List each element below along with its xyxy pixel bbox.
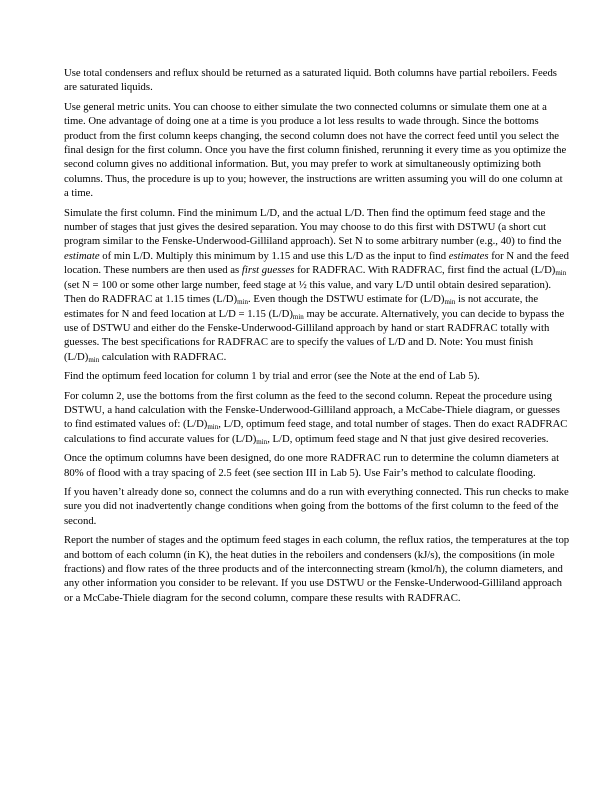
emphasis-estimates: estimates [448, 249, 489, 262]
subscript-min: min [444, 298, 456, 307]
text-run: Simulate the first column. Find the minimum L/D, and the actual L/D. Then find the optimum feed stage and the number of stages that just gives the desired separation. You may choose to do this first with DSTWU (a short cut program similar to the Fenske-Underwood-Gilliland approach). Set N to some arbitrary number (e.g., 40) to find the [64, 206, 562, 248]
paragraph-units-and-procedure: Use general metric units. You can choose to either simulate the two connected columns or simulate them one at a time. One advantage of doing one at a time is you produce a lot less results to wade through. Since the bottoms product from the first column keeps changing, the second column does not have the correct feed until you select the final design for the first column. Once you have the first column finished, rerunning it every time as you optimize the second column gives no additional information. But, you may prefer to work at simultaneously optimizing both columns. Thus, the procedure is up to you; however, the instructions are written assuming you will do one column at a time. [64, 100, 567, 200]
text-run: calculation with RADFRAC. [99, 350, 227, 363]
emphasis-first-guesses: first guesses [241, 264, 295, 277]
paragraph-feed-location: Find the optimum feed location for column 1 by trial and error (see the Note at the end of Lab 5). [64, 370, 480, 383]
text-run: . Even though the DSTWU estimate for (L/D) [247, 293, 445, 306]
paragraph-first-column [64, 206, 570, 364]
subscript-min: min [292, 312, 304, 321]
text-run: , L/D, optimum feed stage, and total number of stages. Then do exact RADFRAC calculations to find accurate values for (L/D) [64, 418, 568, 445]
paragraph-condenser-spec: Use total condensers and reflux should be returned as a saturated liquid. Both columns have partial reboilers. Feeds are saturated liquids. [64, 67, 557, 94]
subscript-min: min [237, 298, 248, 307]
text-run: for N and the feed location. These numbers are then used as [64, 249, 569, 277]
paragraph-report: Report the number of stages and the optimum feed stages in each column, the reflux ratios, the temperatures at the top and bottom of each column (in K), the heat duties in the reboilers and condensers (kJ/s), the compositions (in mole fractions) and flow rates of the three products and of the interconnecting stream (kmol/h), the column diameters, and any other information you consider to be relevant. If you use DSTWU or the Fenske-Underwood-Gilliland approach or a McCabe-Thiele diagram for the second column, compare these results with RADFRAC. [64, 534, 570, 604]
emphasis-estimate: estimate [64, 249, 100, 262]
text-run: of min L/D. Multiply this minimum by 1.15 and use this L/D as the input to find [99, 249, 449, 262]
text-run: may be accurate. Alternatively, you can decide to bypass the use of DSTWU and either do the Fenske-Underwood-Gilliland approach by hand or start RADFRAC totally with guesses. The best specifications for RADFRAC are to specify the values of L/D and D. Note: You must finish (L/D) [64, 307, 565, 363]
text-run: , L/D, optimum feed stage and N that just give desired recoveries. [267, 432, 549, 445]
subscript-min: min [88, 355, 100, 364]
text-run: For column 2, use the bottoms from the first column as the feed to the second column. Repeat the procedure using DSTWU, a hand calculation with the Fenske-Underwood-Gilliland approach, a McCabe-Thiele diagram, or guesses to find estimated values of: (L/D) [64, 389, 560, 431]
subscript-min: min [256, 437, 268, 446]
text-run: is not accurate, the estimates for N and feed location at L/D = 1.15 (L/D) [64, 293, 539, 320]
text-run: for RADFRAC. With RADFRAC, first find the actual (L/D) [294, 264, 556, 277]
paragraph-second-column [64, 389, 570, 447]
subscript-min: min [207, 423, 219, 432]
paragraph-column-diameters: Once the optimum columns have been designed, do one more RADFRAC run to determine the column diameters at 80% of flood with a tray spacing of 2.5 feet (see section III in Lab 5). Use Fair’s method to calculate flooding. [64, 452, 560, 479]
text-run: (set N = 100 or some other large number, feed stage at ½ this value, and vary L/D until obtain desired separation). Then do RADFRAC at 1.15 times (L/D) [64, 278, 552, 306]
paragraph-connect-columns: If you haven’t already done so, connect the columns and do a run with everything connected. This run checks to make sure you did not inadvertently change conditions when going from the bottoms of the first column to the feed of the second. [64, 485, 569, 527]
subscript-min: min [555, 269, 567, 278]
